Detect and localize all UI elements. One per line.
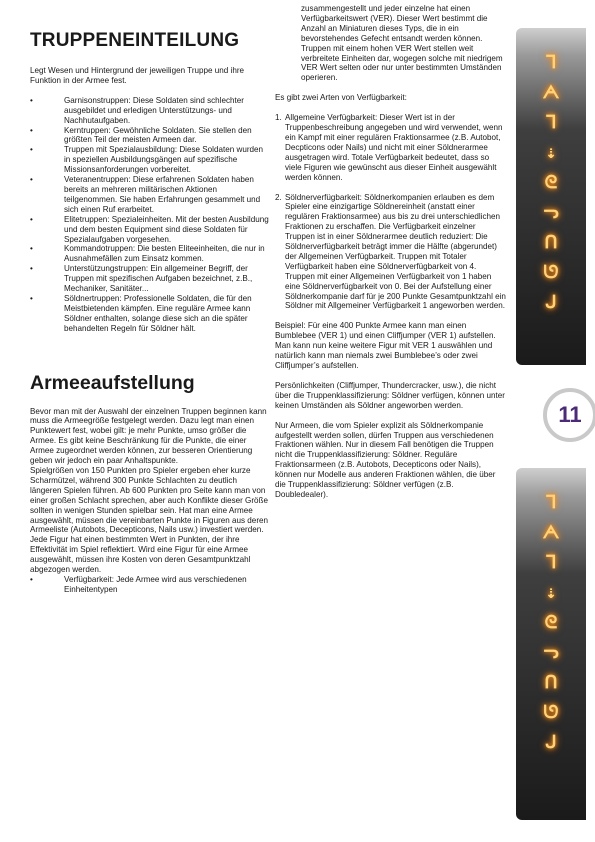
glyph-icon: ᗅ [542, 82, 560, 103]
troop-type-list [30, 96, 270, 334]
glyph-icon: ⇣ [545, 582, 557, 603]
left-column [30, 30, 270, 595]
list-item: • Garnisonstruppen: Diese Soldaten sind schlechter ausgebildet und erledigen Unterstützungs- und Nachhutaufgaben. [30, 96, 270, 126]
section-title-truppeneinteilung: TRUPPENEINTEILUNG [30, 30, 240, 51]
list-item: • Verfügbarkeit: Jede Armee wird aus verschiedenen Einheitentypen [30, 575, 270, 595]
list-item: • Truppen mit Spezialausbildung: Diese Soldaten wurden in speziellen Ausbildungsgängen auf spezifische Missionsanforderungen vorbereitet. [30, 145, 270, 175]
personalities-paragraph: Persönlichkeiten (Cliffjumper, Thundercracker, usw.), die nicht über die Truppenklassifizierung: Söldner verfügen, können unter keinen Umständen als Söldner angeworben werden. [275, 380, 505, 410]
glyph-icon: ᒍ [545, 292, 557, 313]
glyph-icon: ᘓ [544, 612, 558, 633]
glyph-icon: ᓓ [543, 642, 559, 663]
glyph-icon: ᒣ [545, 492, 557, 513]
list-item: • Kerntruppen: Gewöhnliche Soldaten. Sie stellen den größten Teil der meisten Armeen dar. [30, 126, 270, 146]
availability-continued: zusammengestellt und jeder einzelne hat einen Verfügbarkeitswert (VER). Dieser Wert bestimmt die Anzahl an Miniaturen dieses Typs, die in ein bevorstehendes Gefecht entsandt werden können. Truppen mit einem hohen VER Wert stellen weit verbreitete Einheiten dar, wogegen solche mit niedrigem VER Wert selten oder nur unter bestimmten Umständen operieren. [301, 4, 503, 83]
glyph-column-top [516, 48, 586, 318]
decorative-sidebar-top [516, 28, 586, 365]
glyph-icon: ᘎ [543, 262, 559, 283]
glyph-icon: ᒍ [545, 732, 557, 753]
section-title-armeeaufstellung: Armeeaufstellung [30, 371, 195, 394]
availability-kinds: Es gibt zwei Arten von Verfügbarkeit: [275, 93, 407, 103]
list-number: 1. [275, 113, 282, 123]
right-column [275, 4, 507, 500]
glyph-icon: ᒣ [545, 112, 557, 133]
glyph-icon: ᒣ [545, 552, 557, 573]
game-size-paragraph: Spielgrößen von 150 Punkten pro Spieler ergeben eher kurze Scharmützel, während 300 Punkte Schlachten zu deutlich längeren Spielen führen. Ab 600 Punkten pro Seite kann man von einer großen Schlacht sprechen, aber auch Konflikte dieser Größe sollten in wenigen Stunden spielbar sein. Hat man eine Armee ausgewählt, müssen die vereinbarten Punkte in Figuren aus deren Armeeliste (Autobots, Decepticons, Nails usw.) investiert werden. Jede Figur hat einen bestimmten Wert in Punkten, der ihre Effektivität im Spiel reflektiert. Wird eine Figur für eine Armee ausgewählt, müssen ihre Kosten von deren Gesamtpunktzahl abgezogen werden. [30, 466, 269, 575]
page-number: 11 [558, 402, 582, 427]
list-item: • Söldnertruppen: Professionelle Soldaten, die für den Meistbietenden kämpfen. Eine reguläre Armee kann Söldner enthalten, solange diese sich an die später behandelten Regeln für Söldner hält. [30, 294, 270, 334]
list-item: • Veteranentruppen: Diese erfahrenen Soldaten haben bereits an mehreren militärischen Aktionen teilgenommen. Sie haben Erfahrungen gesammelt und sich einen Ruf erarbeitet. [30, 175, 270, 215]
glyph-icon: ᗅ [542, 522, 560, 543]
glyph-icon: ⇣ [545, 142, 557, 163]
mercenary-armies-paragraph: Nur Armeen, die vom Spieler explizit als Söldnerkompanie aufgestellt werden sollen, dürfen Truppen aus verschiedenen Fraktionen wählen. Nur in diesem Fall benötigen die Truppen nicht die Truppenklassifizierung: Söldner. Reguläre Fraktionsarmeen (z.B. Autobots, Decepticons oder Nails), können nur Modelle aus anderen Fraktionen wählen, die über die Truppenklassifizierung: Söldner verfügen (z.B. Doubledealer). [275, 420, 496, 499]
list-item [275, 193, 507, 312]
list-item [275, 113, 507, 182]
intro-paragraph: Legt Wesen und Hintergrund der jeweiligen Truppe und ihre Funktion in der Armee fest. [30, 66, 245, 85]
availability-list [30, 575, 270, 595]
decorative-sidebar-bottom [516, 468, 586, 820]
glyph-icon: ᘓ [544, 172, 558, 193]
general-availability-text: Allgemeine Verfügbarkeit: Dieser Wert ist in der Truppenbeschreibung angegeben und wird verwendet, wenn ein Kampf mit einer regulären Fraktionsarmee (z.B. Autobot, Decpticons oder Nails) und nicht mit einer Söldnerarmee ausgetragen wird. Totale Verfügbarkeit bedeutet, dass so viele Figuren wie gewünscht aus dieser Einheit ausgewählt werden können. [285, 113, 503, 182]
mercenary-availability-text: Söldnerverfügbarkeit: Söldnerkompanien erlauben es dem Spieler eine einzigartige Söldnereinheit (anstatt einer regulären Fraktionsarmee) aus bis zu drei unterschiedlichen Fraktionen zu erschaffen. Die Verfügbarkeit einzelner Truppen ist in einer Söldnerarmee deutlich reduziert: Die Söldnerverfügbarkeit beträgt immer die Hälfte (abgerundet) der Allgemeinen Verfügbarkeit. Truppen mit Totaler Verfügbarkeit haben eine Söldnerverfügbarkeit von 4. Truppen mit einer Allgemeinen Verfügbarkeit von 1 haben eine Söldnerverfügbarkeit von 0. Bei der Aufstellung einer Söldnerkompanie darf für je 200 Punkte Gesamtpunktzahl ein Söldner mit Allgemeiner Verfügbarkeit 1 angeworben werden. [285, 192, 506, 311]
glyph-icon: ᘎ [543, 702, 559, 723]
list-item: • Elitetruppen: Spezialeinheiten. Mit der besten Ausbildung und dem besten Equipment sind diese Soldaten für Spezialaufgaben vorgesehen. [30, 215, 270, 245]
points-paragraph: Bevor man mit der Auswahl der einzelnen Truppen beginnen kann muss die Armeegröße festgelegt werden. Dazu legt man einen Punktewert fest, wobei gilt: je mehr Punkte, umso größer die Armee. Es gibt keine Beschränkung für die Punkte, die einer Armee zugeordnet werden können, zur besseren Orientierung geben wir jedoch ein paar Anhaltspunkte. [30, 406, 267, 466]
list-item: • Unterstützungstruppen: Ein allgemeiner Begriff, der Truppen mit spezifischen Aufgaben bezeichnet, z.B., Mechaniker, Sanitäter... [30, 264, 270, 294]
glyph-icon: ᑎ [544, 232, 558, 253]
glyph-icon: ᑎ [544, 672, 558, 693]
glyph-column-bottom [516, 488, 586, 758]
glyph-icon: ᒣ [545, 52, 557, 73]
example-paragraph: Beispiel: Für eine 400 Punkte Armee kann man einen Bumblebee (VER 1) und einen Cliffjumper (VER 1) aufstellen. Man kann nun keine weitere Figur mit VER 1 auswählen und natürlich kann man niemals zwei Bumblebee’s oder zwei Cliffjumper’s aufstellen. [275, 321, 496, 370]
list-item: • Kommandotruppen: Die besten Eliteeinheiten, die nur in Ausnahmefällen zum Einsatz kommen. [30, 244, 270, 264]
list-number: 2. [275, 192, 282, 202]
glyph-icon: ᓓ [543, 202, 559, 223]
page-number-badge [543, 388, 595, 442]
